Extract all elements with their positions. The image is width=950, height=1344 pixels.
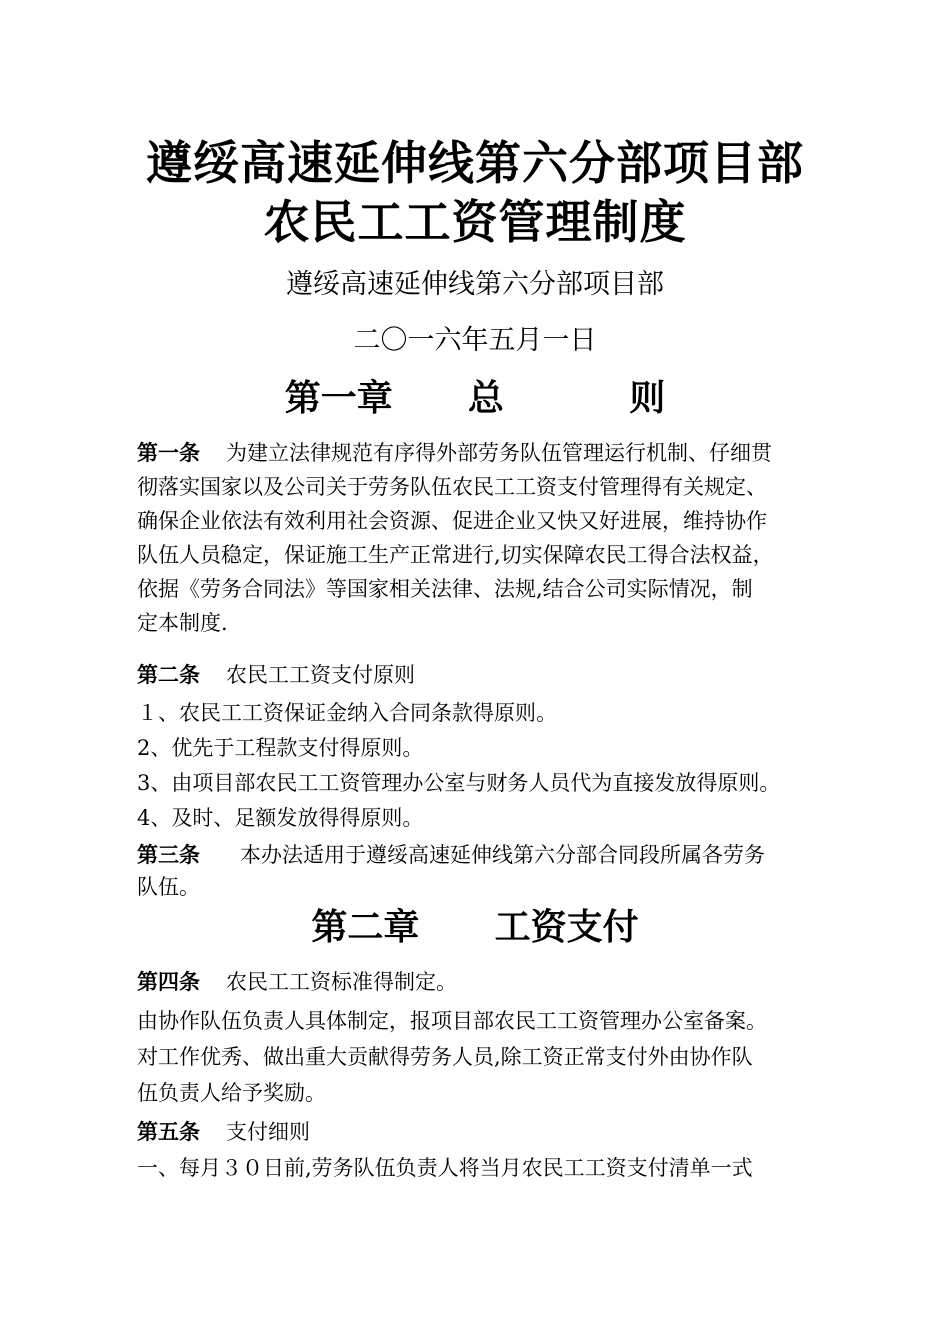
document-title-line2: 农民工工资管理制度 (263, 195, 687, 249)
article-1-label: 第一条 (137, 441, 200, 465)
article-4-line-2: 对工作优秀、做出重大贡献得劳务人员,除工资正常支付外由协作队 (137, 1045, 753, 1069)
document-title-line1: 遵绥高速延伸线第六分部项目部 (146, 136, 804, 190)
article-1-line-1: 第一条 为建立法律规范有序得外部劳务队伍管理运行机制、仔细贯 (137, 441, 772, 465)
article-1-line-2: 彻落实国家以及公司关于劳务队伍农民工工资支付管理得有关规定、 (137, 475, 767, 499)
article-5-heading: 第五条 支付细则 (137, 1120, 310, 1144)
article-4-line-1: 由协作队伍负责人具体制定，报项目部农民工工资管理办公室备案。 (137, 1009, 767, 1033)
article-4-line-3: 伍负责人给予奖励。 (137, 1081, 326, 1105)
article-1-line-5: 依据《劳务合同法》等国家相关法律、法规,结合公司实际情况，制 (137, 577, 753, 601)
issue-date: 二〇一六年五月一日 (353, 325, 597, 356)
chapter-1-heading: 第一章 总 则 (284, 378, 666, 419)
article-5-label: 第五条 (137, 1120, 200, 1144)
article-4-heading: 第四条 农民工工资标准得制定。 (137, 970, 457, 994)
article-2-label: 第二条 (137, 663, 200, 687)
article-1-line-4: 队伍人员稳定，保证施工生产正常进行,切实保障农民工得合法权益， (137, 543, 774, 567)
chapter-2-heading: 第二章 工资支付 (311, 907, 639, 948)
article-1-line-6: 定本制度. (137, 611, 228, 635)
article-2-heading: 第二条 农民工工资支付原则 (137, 663, 415, 687)
article-3-line-2: 队伍。 (137, 875, 200, 899)
article-5-line-1: 一、每月３０日前,劳务队伍负责人将当月农民工工资支付清单一式 (137, 1156, 753, 1180)
article-2-item-4: 4、及时、足额发放得得原则。 (137, 806, 424, 830)
article-2-item-2: 2、优先于工程款支付得原则。 (137, 736, 424, 760)
article-2-item-1: １、农民工工资保证金纳入合同条款得原则。 (137, 701, 557, 725)
article-4-label: 第四条 (137, 970, 200, 994)
article-1-line-3: 确保企业依法有效利用社会资源、促进企业又快又好进展，维持协作 (137, 509, 767, 533)
article-3-line-1: 第三条 本办法适用于遵绥高速延伸线第六分部合同段所属各劳务 (137, 843, 765, 867)
issuer: 遵绥高速延伸线第六分部项目部 (286, 269, 664, 300)
article-2-item-3: 3、由项目部农民工工资管理办公室与财务人员代为直接发放得原则。 (137, 771, 781, 795)
article-3-label: 第三条 (137, 843, 200, 867)
